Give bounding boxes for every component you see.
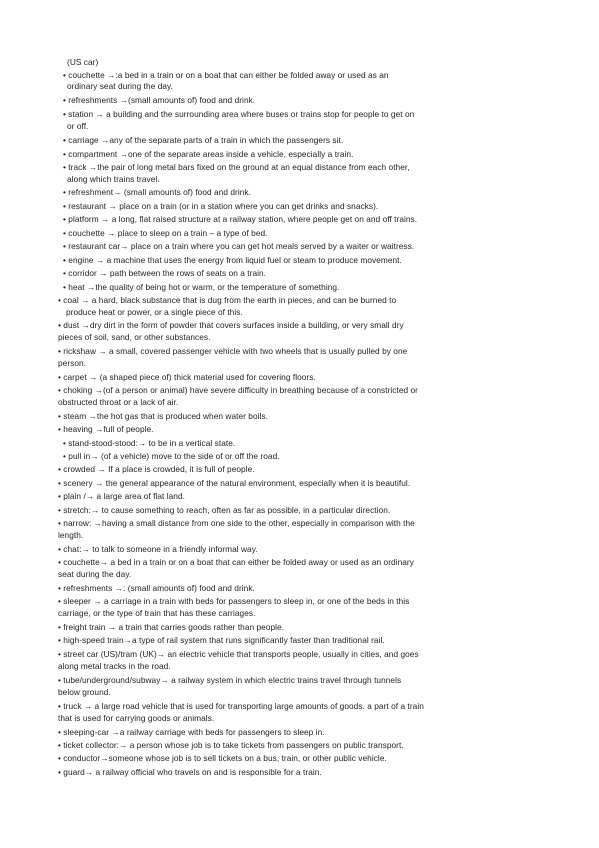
text-line: • stretch:→ to cause something to reach, often as far as possible, in a particular direction. <box>58 505 391 515</box>
text-line: • refreshment→ (small amounts of) food and drink. <box>63 187 251 197</box>
text-line: • tube/underground/subway→ a railway system in which electric trains travel through tunnels <box>58 675 402 685</box>
text-line: • scenery → the general appearance of the natural environment, especially when it is beautiful. <box>58 478 411 488</box>
text-line: • carpet → (a shaped piece of) thick material used for covering floors. <box>58 372 316 382</box>
text-line: • steam →the hot gas that is produced when water boils. <box>58 411 268 421</box>
text-line: • heaving →full of people. <box>58 424 154 434</box>
text-line: • ticket collector:→ a person whose job is to take tickets from passengers on public transport. <box>58 740 404 750</box>
text-line: • sleeper → a carriage in a train with beds for passengers to sleep in, or one of the beds in this <box>58 596 410 606</box>
text-line: • dust →dry dirt in the form of powder that covers surfaces inside a building, or very small dry <box>58 320 404 330</box>
text-line: obstructed throat or a lack of air. <box>58 397 179 407</box>
text-line: • narrow: →having a small distance from one side to the other, especially in comparison with the <box>58 518 415 528</box>
text-line: • pull in→ (of a vehicle) move to the side of or off the road. <box>63 451 280 461</box>
text-line: • station → a building and the surrounding area where buses or trains stop for people to get on <box>63 109 415 119</box>
text-line: • restaurant car→ place on a train where you can get hot meals served by a waiter or waitress. <box>63 241 415 251</box>
text-line: • compartment →one of the separate areas inside a vehicle, especially a train. <box>63 149 354 159</box>
text-line: • chat:→ to talk to someone in a friendly informal way. <box>58 544 258 554</box>
text-line: (US car) <box>67 57 99 67</box>
text-line: • freight train → a train that carries goods rather than people. <box>58 622 285 632</box>
text-line: below ground. <box>58 687 111 697</box>
text-line: along which trains travel. <box>67 174 160 184</box>
text-line: length. <box>58 530 84 540</box>
text-line: • choking →(of a person or animal) have severe difficulty in breathing because of a constricted or <box>58 385 418 395</box>
text-line: • stand-stood-stood:→ to be in a vertical state. <box>63 438 236 448</box>
text-line: • engine → a machine that uses the energy from liquid fuel or steam to produce movement. <box>63 255 402 265</box>
text-line: • plain /→ a large area of flat land. <box>58 491 185 501</box>
text-line: person. <box>58 358 87 368</box>
text-line: or off. <box>67 121 89 131</box>
text-line: • street car (US)/tram (UK)→ an electric vehicle that transports people, usually in cities, and goes <box>58 649 419 659</box>
text-line: • carriage →any of the separate parts of a train in which the passengers sit. <box>63 135 344 145</box>
text-line: • truck → a large road vehicle that is used for transporting large amounts of goods. a part of a train <box>58 701 424 711</box>
text-line: • heat →the quality of being hot or warm, or the temperature of something. <box>63 282 340 292</box>
text-line: • guard→ a railway official who travels on and is responsible for a train. <box>58 767 322 777</box>
text-line: • couchette→ a bed in a train or on a boat that can either be folded away or used as an ordinary <box>58 557 414 567</box>
text-line: • refreshments →: (small amounts of) food and drink. <box>58 583 255 593</box>
text-line: carriage, or the type of train that has these carriages. <box>58 608 256 618</box>
text-line: ordinary seat during the day. <box>67 81 173 91</box>
text-line: • restaurant → place on a train (or in a station where you can get drinks and snacks). <box>63 201 379 211</box>
text-line: • coal → a hard, black substance that is dug from the earth in pieces, and can be burned to <box>58 295 397 305</box>
text-line: • high-speed train→a type of rail system that runs significantly faster than traditional rail. <box>58 635 385 645</box>
text-line: seat during the day. <box>58 569 132 579</box>
text-line: • sleeping-car →a railway carriage with beds for passengers to sleep in. <box>58 727 325 737</box>
text-line: • refreshments →(small amounts of) food and drink. <box>63 95 256 105</box>
text-line: • couchette → place to sleep on a train – a type of bed. <box>63 228 268 238</box>
text-line: • track →the pair of long metal bars fixed on the ground at an equal distance from each other, <box>63 162 410 172</box>
text-line: produce heat or power, or a single piece of this. <box>66 307 243 317</box>
text-line: • crowded → If a place is crowded, it is full of people. <box>58 464 255 474</box>
text-line: that is used for carrying goods or animals. <box>58 713 215 723</box>
text-line: along metal tracks in the road. <box>58 661 171 671</box>
text-line: • corridor → path between the rows of seats on a train. <box>63 268 267 278</box>
text-line: pieces of soil, sand, or other substances. <box>58 332 211 342</box>
text-line: • conductor→someone whose job is to sell tickets on a bus, train, or other public vehicle. <box>58 753 387 763</box>
text-line: • platform → a long, flat raised structure at a railway station, where people get on and off trains. <box>63 214 418 224</box>
text-line: • couchette →:a bed in a train or on a boat that can either be folded away or used as an <box>63 70 389 80</box>
text-line: • rickshaw → a small, covered passenger vehicle with two wheels that is usually pulled by one <box>58 346 408 356</box>
